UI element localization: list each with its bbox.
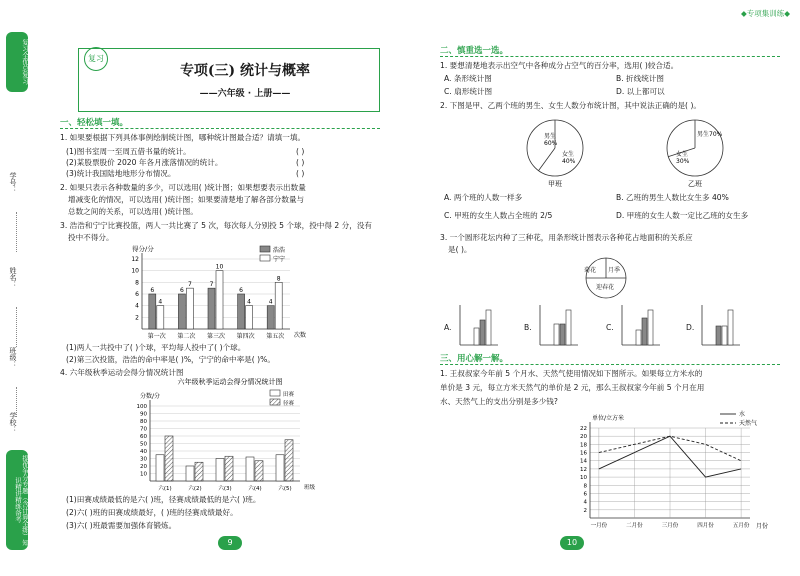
title-box xyxy=(78,48,380,112)
y-tick-label: 22 xyxy=(580,426,587,432)
y-tick-label: 20 xyxy=(140,464,147,470)
chart-sports-meet xyxy=(110,376,350,494)
choice-2: 2. 下图是甲、乙两个班的男生、女生人数分布统计图，其中说法正确的是( )。 xyxy=(440,101,701,110)
pie-label: 女生 xyxy=(676,151,689,158)
page-number: 10 xyxy=(560,536,584,550)
section-divider xyxy=(440,56,780,57)
y-tick-label: 8 xyxy=(583,483,587,490)
y-axis-label: 分数/分 xyxy=(140,393,161,400)
y-tick-label: 20 xyxy=(580,434,587,441)
bar xyxy=(255,461,263,481)
legend-label: 田赛 xyxy=(283,392,295,398)
legend-label: 宁宁 xyxy=(273,256,286,263)
bar xyxy=(285,440,293,481)
question-4-sub3: (3)六( )班最需要加强体育锻炼。 xyxy=(66,521,177,530)
y-tick-label: 4 xyxy=(583,499,587,506)
bar xyxy=(195,462,203,481)
bar xyxy=(156,455,164,481)
solve-1-line1: 1. 王叔叔家今年前 5 个月水、天然气使用情况如下图所示。如果每立方米水的 xyxy=(440,369,703,378)
y-tick-label: 90 xyxy=(140,411,147,418)
y-tick-label: 80 xyxy=(140,419,147,425)
bar-value-label: 6 xyxy=(239,287,244,294)
right-page xyxy=(400,0,800,576)
x-tick-label: 二月份 xyxy=(626,523,643,529)
y-tick-label: 8 xyxy=(135,279,139,287)
bar xyxy=(246,306,253,329)
flower-jasmine: 迎春花 xyxy=(596,284,615,291)
y-tick-label: 6 xyxy=(583,491,587,498)
flower-rose: 月季 xyxy=(608,267,621,274)
question-4-sub1: (1)田赛成绩最低的是六( )班，径赛成绩最低的是六( )班。 xyxy=(66,495,261,504)
y-axis-label: 单位/立方米 xyxy=(592,415,625,422)
chart-title: 六年级秋季运动会得分情况统计图 xyxy=(177,378,283,386)
x-tick-label: 四月份 xyxy=(697,523,714,529)
sidebar-top-label: 复习全优总复习 xyxy=(6,32,28,92)
choice-2-a[interactable]: A. 两个班的人数一样多 xyxy=(444,193,523,202)
choice-1-a[interactable]: A. 条形统计图 xyxy=(444,74,492,83)
x-axis-label: 班级 xyxy=(304,485,316,491)
choice-2-c[interactable]: C. 甲班的女生人数占全班的 2/5 xyxy=(444,211,553,220)
choice-3-line2: 是( )。 xyxy=(448,245,472,254)
legend-label: 径赛 xyxy=(283,401,295,407)
x-tick-label: 六(2) xyxy=(188,486,202,492)
choice-3-line1: 3. 一个圆形花坛内种了三种花，用条形统计图表示各种花占地面积的关系应 xyxy=(440,233,693,242)
x-tick-label: 第一次 xyxy=(147,333,166,340)
bar xyxy=(178,294,185,329)
x-tick-label: 第五次 xyxy=(266,333,285,340)
y-tick-label: 10 xyxy=(580,475,587,482)
y-tick-label: 100 xyxy=(136,404,147,410)
question-4-sub2: (2)六( )班的田赛成绩最好，( )班的径赛成绩最好。 xyxy=(66,508,238,517)
question-4: 4. 六年级秋季运动会得分情况统计图 xyxy=(60,368,184,377)
x-axis-label: 次数 xyxy=(294,332,307,339)
y-axis-label: 得分/分 xyxy=(132,245,154,253)
bar xyxy=(186,466,194,481)
x-tick-label: 第二次 xyxy=(177,333,196,340)
review-badge: 复习 xyxy=(84,47,108,71)
question-1-b: (2)某股票股价 2020 年各月涨落情况的统计。 xyxy=(66,158,223,167)
corner-tag: ◆专项集训练◆ xyxy=(740,9,790,18)
y-tick-label: 12 xyxy=(580,466,587,473)
option-b-chart xyxy=(540,305,578,345)
bar xyxy=(165,436,173,481)
bar xyxy=(149,294,156,329)
answer-blank[interactable]: ( ) xyxy=(296,169,305,178)
bar xyxy=(157,306,164,329)
pie-caption: 甲班 xyxy=(548,180,562,188)
school-label: 学校： xyxy=(9,412,17,433)
option-c-label[interactable]: C. xyxy=(606,323,614,332)
bar xyxy=(216,459,224,482)
chart-water-gas xyxy=(560,406,780,532)
y-tick-label: 60 xyxy=(140,434,147,440)
pie-charts xyxy=(500,114,760,194)
x-tick-label: 第三次 xyxy=(206,333,226,340)
question-2-line1: 2. 如果只表示各种数量的多少，可以选用( )统计图；如果想要表示出数量 xyxy=(60,183,306,192)
flower-chrysanthemum: 菊花 xyxy=(584,267,597,274)
question-3-line1: 3. 浩浩和宁宁比赛投篮，两人一共比赛了 5 次，每次每人分别投 5 个球，投中得 2 分，没有 xyxy=(60,221,373,230)
bar xyxy=(216,271,223,329)
name-label: 姓名： xyxy=(9,267,17,288)
bar xyxy=(225,456,233,481)
x-tick-label: 六(5) xyxy=(278,486,292,492)
section-divider xyxy=(440,364,780,365)
y-tick-label: 12 xyxy=(131,256,139,263)
option-d-label[interactable]: D. xyxy=(686,323,695,332)
option-d-chart xyxy=(702,305,740,345)
x-tick-label: 五月份 xyxy=(732,523,750,529)
legend-label: 水 xyxy=(739,411,746,418)
question-1-a: (1)图书室周一至周五借书量的统计。 xyxy=(66,147,191,156)
y-tick-label: 30 xyxy=(140,456,147,463)
question-3-sub2: (2)第三次投篮，浩浩的命中率是( )%，宁宁的命中率是( )%。 xyxy=(66,355,275,364)
y-tick-label: 10 xyxy=(131,267,139,275)
question-3-sub1: (1)两人一共投中了( )个球，平均每人投中了( )个球。 xyxy=(66,343,246,352)
bar-value-label: 8 xyxy=(276,275,281,283)
y-tick-label: 16 xyxy=(580,450,587,457)
section-fill-in: 一、轻松填一填。 xyxy=(60,118,129,128)
choice-2-d[interactable]: D. 甲班的女生人数一定比乙班的女生多 xyxy=(616,211,749,220)
choice-1-c[interactable]: C. 扇形统计图 xyxy=(444,87,493,96)
x-tick-label: 六(4) xyxy=(248,486,262,492)
x-tick-label: 六(1) xyxy=(158,486,172,492)
legend-label: 浩浩 xyxy=(273,247,286,254)
x-tick-label: 六(3) xyxy=(218,486,232,492)
class-label: 班级： xyxy=(9,347,17,368)
option-b-label[interactable]: B. xyxy=(524,323,532,332)
solve-1-line3: 水、天然气上的支出分别是多少钱? xyxy=(440,397,558,406)
student-number-label: 学号： xyxy=(9,172,17,193)
question-2-line2: 增减变化的情况，可以选用( )统计图；如果要清楚地了解各部分数量与 xyxy=(68,195,305,204)
pie-label: 男生 xyxy=(544,133,557,140)
section-divider xyxy=(60,128,380,129)
bar xyxy=(276,455,284,481)
bar xyxy=(186,288,193,329)
section-solve: 三、用心解一解。 xyxy=(440,354,509,364)
bar-value-label: 6 xyxy=(179,287,184,294)
answer-blank[interactable]: ( ) xyxy=(296,147,305,156)
divider xyxy=(16,212,17,252)
divider xyxy=(16,307,17,347)
y-tick-label: 10 xyxy=(140,471,147,478)
y-tick-label: 40 xyxy=(140,449,147,455)
choice-1: 1. 要想清楚地表示出空气中各种成分占空气的百分率，选用( )较合适。 xyxy=(440,61,679,70)
legend-swatch xyxy=(260,246,270,252)
y-tick-label: 2 xyxy=(583,507,587,514)
sidebar-bottom-label: 提优争分专题（含计算全练）知识精讲精练备考 xyxy=(6,450,28,550)
bar-value-label: 4 xyxy=(247,298,252,306)
bar-value-label: 4 xyxy=(158,298,163,306)
y-tick-label: 50 xyxy=(140,441,147,448)
bar xyxy=(275,282,282,329)
y-tick-label: 4 xyxy=(135,302,139,310)
option-bar-charts xyxy=(450,300,780,350)
chart-basketball xyxy=(120,244,320,344)
y-tick-label: 2 xyxy=(135,314,139,322)
x-tick-label: 一月份 xyxy=(590,523,608,529)
page-subtitle: ——六年级 · 上册—— xyxy=(199,89,291,99)
solve-1-line2: 单价是 3 元，每立方米天然气的单价是 2 元，那么王叔叔家今年前 5 个月在用 xyxy=(440,383,705,392)
bar-value-label: 10 xyxy=(215,263,224,271)
choice-1-b[interactable]: B. 折线统计图 xyxy=(616,74,665,83)
choice-1-d[interactable]: D. 以上都可以 xyxy=(616,87,665,96)
bar xyxy=(246,457,254,481)
option-c-chart xyxy=(622,305,660,345)
bar xyxy=(267,306,274,329)
bar-value-label: 7 xyxy=(209,281,214,289)
pie-label: 男生70% xyxy=(697,131,723,138)
flower-bed-circle xyxy=(576,256,636,300)
page-title: 专项(三) 统计与概率 xyxy=(179,63,311,79)
legend-swatch xyxy=(260,255,270,261)
x-axis-label: 月份 xyxy=(756,523,769,530)
pie-label: 女生 xyxy=(562,151,575,158)
pie-label: 60% xyxy=(544,140,558,147)
choice-2-b[interactable]: B. 乙班的男生人数比女生多 40% xyxy=(616,193,729,202)
y-tick-label: 6 xyxy=(135,291,139,298)
bar-value-label: 6 xyxy=(150,287,155,294)
bar-value-label: 7 xyxy=(187,281,192,289)
answer-blank[interactable]: ( ) xyxy=(296,158,305,167)
legend-label: 天然气 xyxy=(739,420,758,427)
x-tick-label: 三月份 xyxy=(661,523,679,529)
y-tick-label: 14 xyxy=(580,458,587,465)
legend-swatch xyxy=(270,399,280,405)
page-number: 9 xyxy=(218,536,242,550)
bar xyxy=(238,294,245,329)
legend-swatch xyxy=(270,390,280,396)
option-a-chart xyxy=(460,305,498,345)
pie-label: 30% xyxy=(676,158,690,165)
pie-label: 40% xyxy=(562,158,576,165)
pie-caption: 乙班 xyxy=(688,180,702,188)
question-3-line2: 投中不得分。 xyxy=(68,233,114,242)
bar-value-label: 4 xyxy=(268,298,273,306)
bar xyxy=(208,288,215,329)
section-choose: 二、慎重选一选。 xyxy=(440,46,509,56)
question-1-c: (3)统计我国陆地地形分布情况。 xyxy=(66,169,176,178)
question-2-line3: 总数之间的关系，可以选用( )统计图。 xyxy=(68,207,198,216)
y-tick-label: 70 xyxy=(140,426,147,433)
question-1: 1. 如果要根据下列具体事例绘制统计图，哪种统计图最合适？请填一填。 xyxy=(60,133,306,142)
option-a-label[interactable]: A. xyxy=(444,323,452,332)
sidebar-strip xyxy=(6,32,28,552)
x-tick-label: 第四次 xyxy=(236,333,255,340)
y-tick-label: 18 xyxy=(580,442,587,449)
